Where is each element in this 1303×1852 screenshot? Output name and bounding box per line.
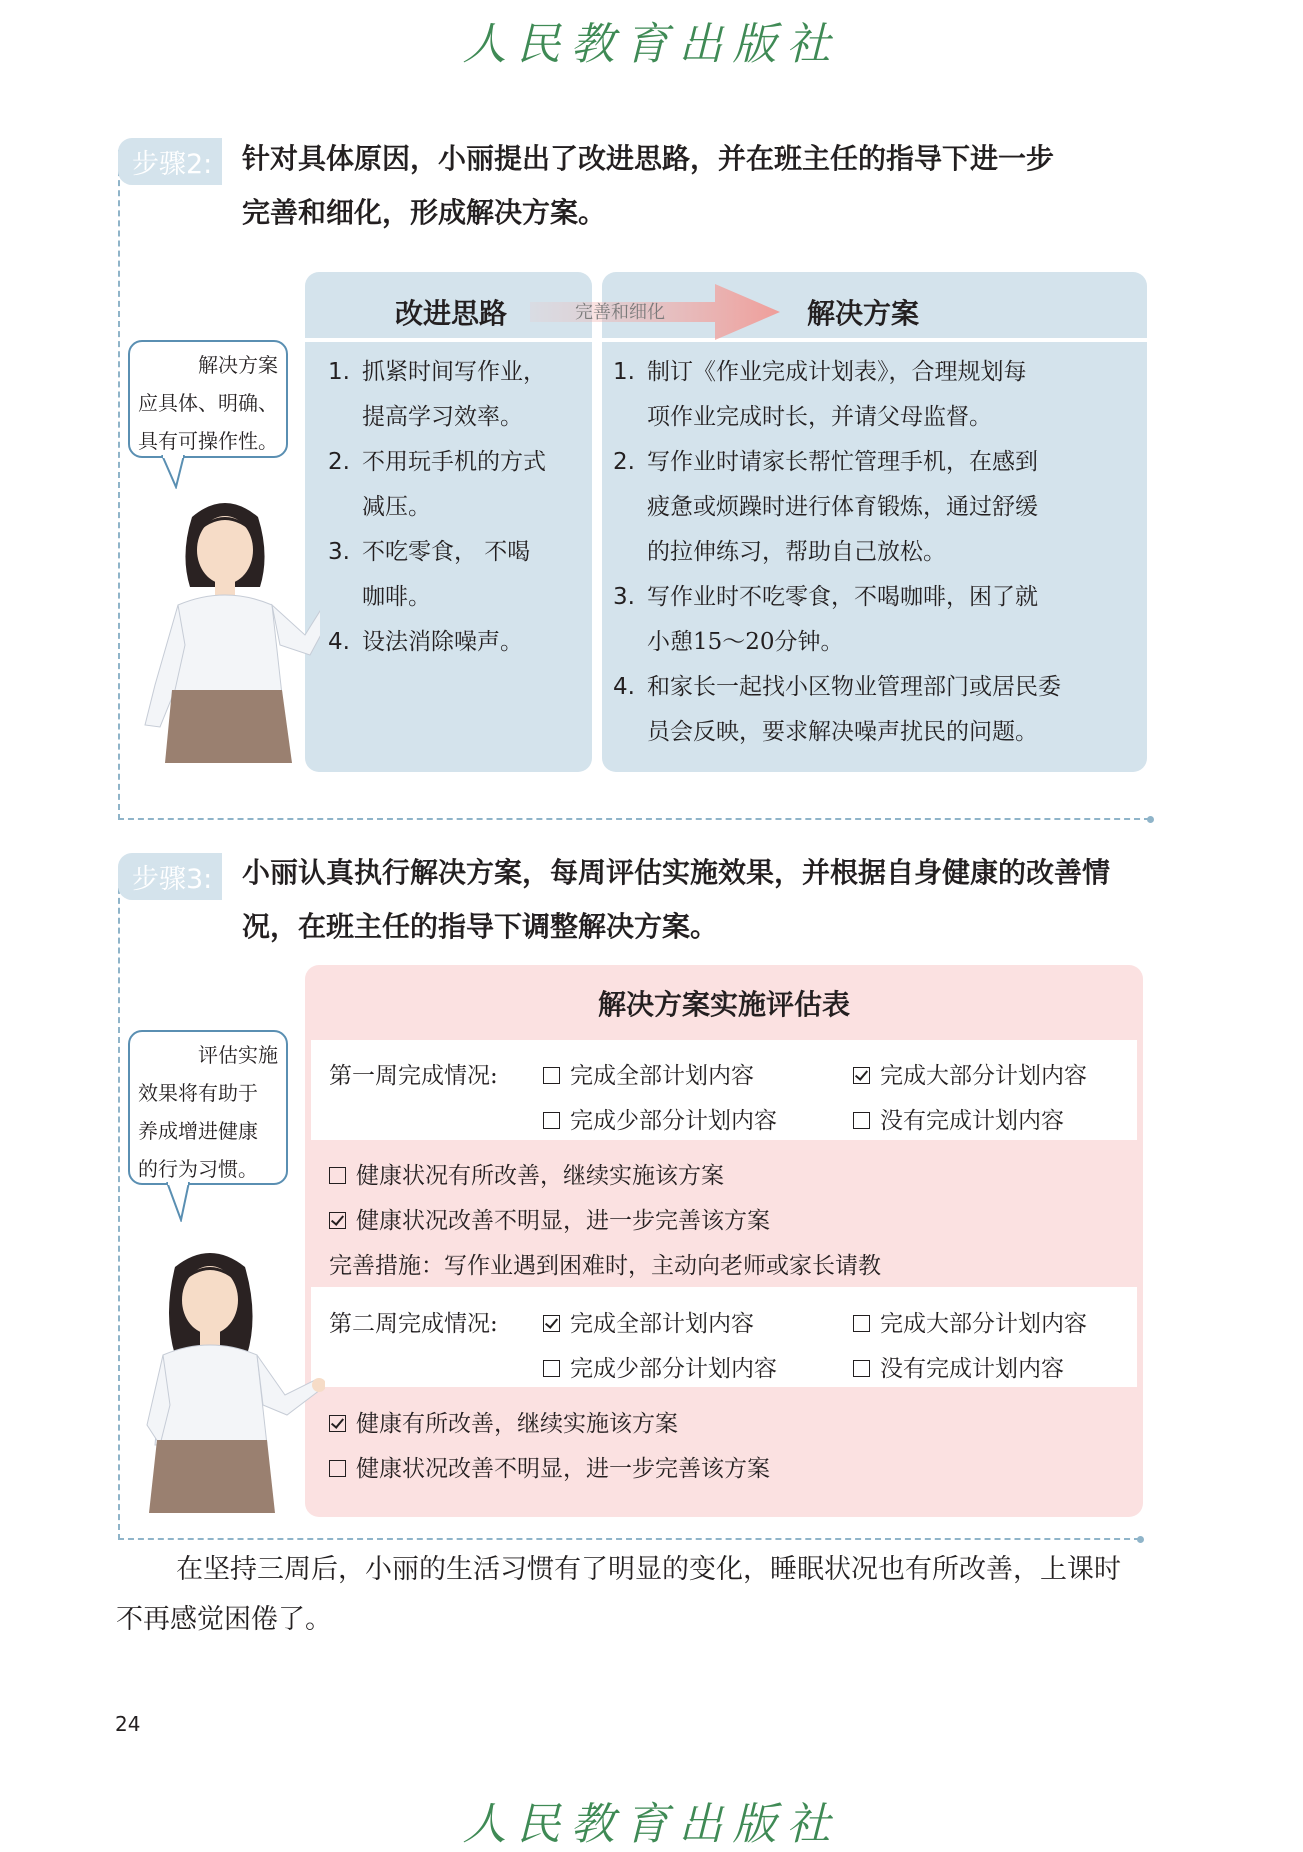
step3-text-line2: 况，在班主任的指导下调整解决方案。 [242,910,719,943]
evaluation-table-title: 解决方案实施评估表 [597,988,850,1021]
bubble-line: 养成增进健康 [138,1119,258,1143]
step3-text-line1: 小丽认真执行解决方案，每周评估实施效果，并根据自身健康的改善情 [242,856,1111,889]
option-text: 完成全部计划内容 [570,1311,754,1337]
bubble-line: 应具体、明确、 [138,391,278,415]
result-text: 健康状况有所改善，继续实施该方案 [356,1163,724,1189]
solution-text: 和家长一起找小区物业管理部门或居民委 [647,674,1061,700]
solution-number: 4. [613,674,635,700]
idea-text: 减压。 [362,494,431,520]
closing-paragraph: 在坚持三周后，小丽的生活习惯有了明显的变化，睡眠状况也有所改善，上课时不再感觉困倦了。 [116,1554,1121,1635]
result-text: 健康有所改善，继续实施该方案 [356,1411,678,1437]
idea-item [328,350,593,440]
checkbox[interactable] [543,1112,560,1129]
solution-text: 的拉伸练习，帮助自己放松。 [647,539,946,565]
week1-option [543,1057,754,1090]
bubble-line: 具有可操作性。 [138,429,278,453]
solution-text: 制订《作业完成计划表》，合理规划每 [647,359,1027,385]
solution-item [613,350,1143,440]
result-text: 健康状况改善不明显，进一步完善该方案 [356,1208,770,1234]
idea-text: 咖啡。 [362,584,431,610]
bubble-line: 效果将有助于 [138,1081,258,1105]
ideas-title: 改进思路 [395,297,508,330]
checkbox-checked[interactable] [329,1415,346,1432]
bubble-line: 评估实施 [198,1043,278,1067]
speech-bubble-step3 [128,1030,288,1185]
checkbox-checked[interactable] [329,1212,346,1229]
week1-measure: 完善措施：写作业遇到困难时，主动向老师或家长请教 [329,1253,881,1279]
solution-text: 小憩15～20分钟。 [647,629,844,655]
bubble-tail-icon [160,455,190,489]
step2-text-line1: 针对具体原因，小丽提出了改进思路，并在班主任的指导下进一步 [242,142,1055,175]
checkbox[interactable] [853,1360,870,1377]
idea-number: 2. [328,449,350,475]
week1-option [543,1102,777,1135]
solution-text: 疲惫或烦躁时进行体育锻炼，通过舒缓 [647,494,1038,520]
step2-label: 步骤2: [118,138,222,185]
week2-option [543,1350,777,1383]
option-text: 完成少部分计划内容 [570,1108,777,1134]
checkbox[interactable] [543,1360,560,1377]
checkbox[interactable] [853,1315,870,1332]
week2-option [853,1305,1087,1338]
idea-text: 提高学习效率。 [362,404,523,430]
bubble-line: 的行为习惯。 [138,1157,258,1181]
solution-number: 1. [613,359,635,385]
checkbox[interactable] [329,1167,346,1184]
solution-text: 写作业时不吃零食，不喝咖啡，困了就 [647,584,1038,610]
week2-option [853,1350,1064,1383]
solution-number: 3. [613,584,635,610]
solution-number: 2. [613,449,635,475]
solutions-list [613,350,1143,755]
step3-label: 步骤3: [118,853,222,900]
week2-label: 第二周完成情况: [329,1311,498,1337]
girl-illustration-pointing [130,495,320,765]
option-text: 没有完成计划内容 [880,1108,1064,1134]
week1-label: 第一周完成情况: [329,1063,498,1089]
week2-option [543,1305,754,1338]
solutions-title: 解决方案 [807,297,920,330]
publisher-logo-header: 人民教育出版社 [462,19,841,70]
option-text: 完成大部分计划内容 [880,1311,1087,1337]
checkbox[interactable] [853,1112,870,1129]
checkbox[interactable] [329,1460,346,1477]
week2-result [329,1405,678,1438]
solution-item [613,575,1143,665]
week1-result [329,1202,770,1235]
refine-arrow-label: 完善和细化 [575,302,665,323]
idea-number: 4. [328,629,350,655]
option-text: 完成全部计划内容 [570,1063,754,1089]
checkbox[interactable] [543,1067,560,1084]
speech-bubble-step2 [128,340,288,458]
idea-number: 1. [328,359,350,385]
bubble-tail-icon [165,1182,195,1222]
page-number: 24 [115,1712,141,1736]
idea-text: 设法消除噪声。 [362,629,523,655]
solution-text: 写作业时请家长帮忙管理手机，在感到 [647,449,1038,475]
idea-text: 抓紧时间写作业， [362,359,546,385]
evaluation-table [305,965,1143,1517]
week1-option [853,1102,1064,1135]
idea-item [328,530,593,620]
week2-result [329,1450,770,1483]
week1-result [329,1157,724,1190]
step2-text-line2: 完善和细化，形成解决方案。 [242,196,607,229]
solution-item [613,440,1143,575]
solution-item [613,665,1143,755]
idea-item [328,620,593,665]
idea-text: 不吃零食， 不喝 [362,539,531,565]
week1-option [853,1057,1087,1090]
solution-text: 项作业完成时长，并请父母监督。 [647,404,992,430]
option-text: 没有完成计划内容 [880,1356,1064,1382]
publisher-logo-footer: 人民教育出版社 [462,1799,841,1850]
bubble-line: 解决方案 [198,353,278,377]
idea-text: 不用玩手机的方式 [362,449,546,475]
checkbox-checked[interactable] [543,1315,560,1332]
girl-illustration-gesturing [135,1245,325,1515]
solution-text: 员会反映，要求解决噪声扰民的问题。 [647,719,1038,745]
ideas-list [328,350,593,665]
result-text: 健康状况改善不明显，进一步完善该方案 [356,1456,770,1482]
idea-number: 3. [328,539,350,565]
option-text: 完成少部分计划内容 [570,1356,777,1382]
idea-item [328,440,593,530]
checkbox-checked[interactable] [853,1067,870,1084]
option-text: 完成大部分计划内容 [880,1063,1087,1089]
